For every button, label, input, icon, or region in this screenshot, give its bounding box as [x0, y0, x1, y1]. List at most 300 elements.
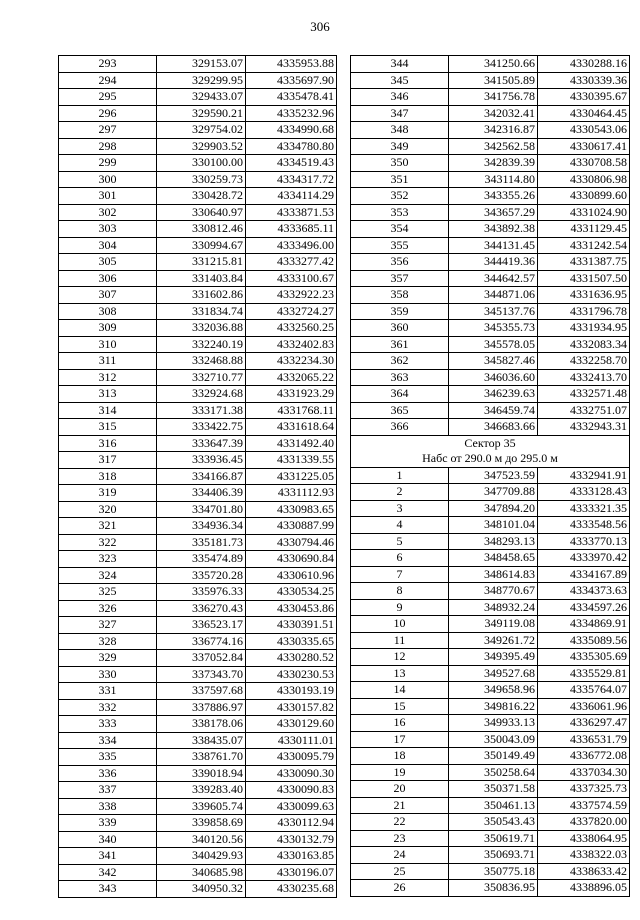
table-row	[351, 467, 630, 484]
table-row	[59, 402, 337, 419]
y-coordinate: 4332234.30	[246, 353, 337, 370]
x-coordinate: 350461.13	[449, 797, 538, 814]
x-coordinate: 341756.78	[449, 89, 538, 106]
y-coordinate: 4330395.67	[538, 89, 630, 106]
x-coordinate: 348770.67	[449, 583, 538, 600]
x-coordinate: 347523.59	[449, 467, 538, 484]
y-coordinate: 4330288.16	[538, 56, 630, 73]
table-row	[59, 419, 337, 436]
table-row	[351, 599, 630, 616]
table-row	[59, 551, 337, 568]
y-coordinate: 4330095.79	[246, 749, 337, 766]
point-number: 360	[351, 320, 449, 337]
y-coordinate: 4330391.51	[246, 617, 337, 634]
point-number: 20	[351, 781, 449, 798]
y-coordinate: 4335697.90	[246, 72, 337, 89]
sector-subtitle: Набс от 290.0 м до 295.0 м	[351, 451, 630, 467]
point-number: 299	[59, 155, 157, 172]
table-row	[351, 484, 630, 501]
y-coordinate: 4338064.95	[538, 830, 630, 847]
point-number: 306	[59, 270, 157, 287]
y-coordinate: 4332724.27	[246, 303, 337, 320]
table-row	[59, 237, 337, 254]
coordinates-table-right	[350, 55, 630, 897]
y-coordinate: 4331242.54	[538, 237, 630, 254]
point-number: 304	[59, 237, 157, 254]
point-number: 359	[351, 303, 449, 320]
y-coordinate: 4331225.05	[246, 468, 337, 485]
x-coordinate: 340685.98	[157, 864, 246, 881]
x-coordinate: 350775.18	[449, 863, 538, 880]
table-row	[59, 600, 337, 617]
y-coordinate: 4331492.40	[246, 435, 337, 452]
table-row	[59, 716, 337, 733]
point-number: 363	[351, 369, 449, 386]
x-coordinate: 344642.57	[449, 270, 538, 287]
y-coordinate: 4334990.68	[246, 122, 337, 139]
y-coordinate: 4336061.96	[538, 698, 630, 715]
point-number: 344	[351, 56, 449, 73]
x-coordinate: 339283.40	[157, 782, 246, 799]
table-row	[351, 402, 630, 419]
point-number: 3	[351, 500, 449, 517]
y-coordinate: 4330163.85	[246, 848, 337, 865]
x-coordinate: 340429.93	[157, 848, 246, 865]
point-number: 14	[351, 682, 449, 699]
y-coordinate: 4335764.07	[538, 682, 630, 699]
y-coordinate: 4333128.43	[538, 484, 630, 501]
point-number: 333	[59, 716, 157, 733]
y-coordinate: 4331636.95	[538, 287, 630, 304]
y-coordinate: 4331129.45	[538, 221, 630, 238]
point-number: 8	[351, 583, 449, 600]
point-number: 303	[59, 221, 157, 238]
x-coordinate: 330428.72	[157, 188, 246, 205]
x-coordinate: 341250.66	[449, 56, 538, 73]
table-row	[351, 155, 630, 172]
x-coordinate: 331403.84	[157, 270, 246, 287]
table-row	[351, 353, 630, 370]
y-coordinate: 4330112.94	[246, 815, 337, 832]
table-row	[351, 863, 630, 880]
table-row	[351, 550, 630, 567]
x-coordinate: 345578.05	[449, 336, 538, 353]
y-coordinate: 4330193.19	[246, 683, 337, 700]
table-row	[351, 715, 630, 732]
table-row	[59, 138, 337, 155]
x-coordinate: 336270.43	[157, 600, 246, 617]
point-number: 347	[351, 105, 449, 122]
x-coordinate: 345137.76	[449, 303, 538, 320]
y-coordinate: 4338896.05	[538, 880, 630, 897]
y-coordinate: 4333548.56	[538, 517, 630, 534]
y-coordinate: 4330111.01	[246, 732, 337, 749]
x-coordinate: 333647.39	[157, 435, 246, 452]
point-number: 339	[59, 815, 157, 832]
table-row	[59, 782, 337, 799]
point-number: 316	[59, 435, 157, 452]
table-row	[59, 89, 337, 106]
table-row	[351, 731, 630, 748]
x-coordinate: 343892.38	[449, 221, 538, 238]
y-coordinate: 4330280.52	[246, 650, 337, 667]
y-coordinate: 4330157.82	[246, 699, 337, 716]
y-coordinate: 4333871.53	[246, 204, 337, 221]
table-row	[59, 254, 337, 271]
point-number: 315	[59, 419, 157, 436]
point-number: 5	[351, 533, 449, 550]
point-number: 343	[59, 881, 157, 898]
table-row	[59, 56, 337, 73]
table-row	[351, 254, 630, 271]
y-coordinate: 4330099.63	[246, 798, 337, 815]
point-number: 345	[351, 72, 449, 89]
point-number: 353	[351, 204, 449, 221]
y-coordinate: 4335232.96	[246, 105, 337, 122]
x-coordinate: 334406.39	[157, 485, 246, 502]
y-coordinate: 4330610.96	[246, 567, 337, 584]
x-coordinate: 335474.89	[157, 551, 246, 568]
point-number: 297	[59, 122, 157, 139]
point-number: 302	[59, 204, 157, 221]
y-coordinate: 4330899.60	[538, 188, 630, 205]
x-coordinate: 344419.36	[449, 254, 538, 271]
point-number: 15	[351, 698, 449, 715]
point-number: 323	[59, 551, 157, 568]
table-row	[59, 798, 337, 815]
table-row	[351, 336, 630, 353]
x-coordinate: 348293.13	[449, 533, 538, 550]
y-coordinate: 4333970.42	[538, 550, 630, 567]
y-coordinate: 4330617.41	[538, 138, 630, 155]
x-coordinate: 330640.97	[157, 204, 246, 221]
point-number: 320	[59, 501, 157, 518]
x-coordinate: 341505.89	[449, 72, 538, 89]
table-row	[351, 138, 630, 155]
y-coordinate: 4330090.83	[246, 782, 337, 799]
table-row	[59, 452, 337, 469]
x-coordinate: 333171.38	[157, 402, 246, 419]
point-number: 358	[351, 287, 449, 304]
point-number: 328	[59, 633, 157, 650]
point-number: 1	[351, 467, 449, 484]
x-coordinate: 333936.45	[157, 452, 246, 469]
y-coordinate: 4330132.79	[246, 831, 337, 848]
point-number: 329	[59, 650, 157, 667]
x-coordinate: 348614.83	[449, 566, 538, 583]
table-row	[59, 683, 337, 700]
point-number: 19	[351, 764, 449, 781]
x-coordinate: 329153.07	[157, 56, 246, 73]
table-row	[351, 89, 630, 106]
point-number: 11	[351, 632, 449, 649]
table-row	[351, 797, 630, 814]
table-row	[351, 188, 630, 205]
x-coordinate: 334701.80	[157, 501, 246, 518]
point-number: 351	[351, 171, 449, 188]
y-coordinate: 4330339.36	[538, 72, 630, 89]
x-coordinate: 349658.96	[449, 682, 538, 699]
table-row	[59, 534, 337, 551]
x-coordinate: 331215.81	[157, 254, 246, 271]
x-coordinate: 348932.24	[449, 599, 538, 616]
point-number: 311	[59, 353, 157, 370]
y-coordinate: 4330887.99	[246, 518, 337, 535]
x-coordinate: 346036.60	[449, 369, 538, 386]
table-row	[351, 814, 630, 831]
point-number: 293	[59, 56, 157, 73]
point-number: 17	[351, 731, 449, 748]
x-coordinate: 329433.07	[157, 89, 246, 106]
point-number: 313	[59, 386, 157, 403]
point-number: 340	[59, 831, 157, 848]
y-coordinate: 4334317.72	[246, 171, 337, 188]
table-row	[59, 171, 337, 188]
y-coordinate: 4331923.29	[246, 386, 337, 403]
y-coordinate: 4332560.25	[246, 320, 337, 337]
y-coordinate: 4334780.80	[246, 138, 337, 155]
x-coordinate: 339018.94	[157, 765, 246, 782]
y-coordinate: 4332083.34	[538, 336, 630, 353]
x-coordinate: 343114.80	[449, 171, 538, 188]
y-coordinate: 4330543.06	[538, 122, 630, 139]
table-row	[59, 221, 337, 238]
y-coordinate: 4333685.11	[246, 221, 337, 238]
y-coordinate: 4334519.43	[246, 155, 337, 172]
point-number: 298	[59, 138, 157, 155]
table-row	[59, 287, 337, 304]
y-coordinate: 4338322.03	[538, 847, 630, 864]
point-number: 295	[59, 89, 157, 106]
table-row	[59, 881, 337, 898]
y-coordinate: 4335529.81	[538, 665, 630, 682]
x-coordinate: 348101.04	[449, 517, 538, 534]
y-coordinate: 4332402.83	[246, 336, 337, 353]
point-number: 354	[351, 221, 449, 238]
x-coordinate: 350149.49	[449, 748, 538, 765]
x-coordinate: 350619.71	[449, 830, 538, 847]
table-row	[59, 122, 337, 139]
x-coordinate: 342562.58	[449, 138, 538, 155]
table-row	[351, 764, 630, 781]
point-number: 25	[351, 863, 449, 880]
x-coordinate: 332240.19	[157, 336, 246, 353]
point-number: 365	[351, 402, 449, 419]
point-number: 294	[59, 72, 157, 89]
y-coordinate: 4331618.64	[246, 419, 337, 436]
x-coordinate: 349261.72	[449, 632, 538, 649]
point-number: 342	[59, 864, 157, 881]
x-coordinate: 337597.68	[157, 683, 246, 700]
y-coordinate: 4330453.86	[246, 600, 337, 617]
y-coordinate: 4331796.78	[538, 303, 630, 320]
x-coordinate: 335976.33	[157, 584, 246, 601]
point-number: 335	[59, 749, 157, 766]
sector-title: Сектор 35	[351, 435, 630, 451]
table-row	[351, 204, 630, 221]
x-coordinate: 329754.02	[157, 122, 246, 139]
x-coordinate: 336774.16	[157, 633, 246, 650]
table-row	[351, 616, 630, 633]
x-coordinate: 346683.66	[449, 419, 538, 436]
point-number: 24	[351, 847, 449, 864]
y-coordinate: 4336531.79	[538, 731, 630, 748]
y-coordinate: 4334869.91	[538, 616, 630, 633]
table-row	[351, 320, 630, 337]
point-number: 356	[351, 254, 449, 271]
point-number: 309	[59, 320, 157, 337]
x-coordinate: 329299.95	[157, 72, 246, 89]
y-coordinate: 4332922.23	[246, 287, 337, 304]
y-coordinate: 4337574.59	[538, 797, 630, 814]
table-row	[59, 699, 337, 716]
point-number: 364	[351, 386, 449, 403]
x-coordinate: 345827.46	[449, 353, 538, 370]
x-coordinate: 349816.22	[449, 698, 538, 715]
point-number: 13	[351, 665, 449, 682]
table-row	[59, 567, 337, 584]
table-row	[351, 171, 630, 188]
point-number: 317	[59, 452, 157, 469]
y-coordinate: 4332751.07	[538, 402, 630, 419]
point-number: 301	[59, 188, 157, 205]
x-coordinate: 343355.26	[449, 188, 538, 205]
y-coordinate: 4338633.42	[538, 863, 630, 880]
table-row	[59, 633, 337, 650]
point-number: 310	[59, 336, 157, 353]
point-number: 331	[59, 683, 157, 700]
point-number: 26	[351, 880, 449, 897]
table-row	[59, 732, 337, 749]
x-coordinate: 332924.68	[157, 386, 246, 403]
x-coordinate: 330812.46	[157, 221, 246, 238]
y-coordinate: 4333496.00	[246, 237, 337, 254]
point-number: 7	[351, 566, 449, 583]
point-number: 361	[351, 336, 449, 353]
table-row	[59, 848, 337, 865]
y-coordinate: 4331112.93	[246, 485, 337, 502]
x-coordinate: 332036.88	[157, 320, 246, 337]
x-coordinate: 350043.09	[449, 731, 538, 748]
table-row	[351, 237, 630, 254]
coordinates-table-left	[58, 55, 337, 898]
y-coordinate: 4330983.65	[246, 501, 337, 518]
x-coordinate: 350693.71	[449, 847, 538, 864]
point-number: 314	[59, 402, 157, 419]
point-number: 21	[351, 797, 449, 814]
x-coordinate: 330994.67	[157, 237, 246, 254]
y-coordinate: 4333277.42	[246, 254, 337, 271]
point-number: 330	[59, 666, 157, 683]
table-row	[351, 682, 630, 699]
table-row	[59, 270, 337, 287]
x-coordinate: 329903.52	[157, 138, 246, 155]
x-coordinate: 336523.17	[157, 617, 246, 634]
point-number: 308	[59, 303, 157, 320]
table-row	[59, 204, 337, 221]
point-number: 300	[59, 171, 157, 188]
table-row	[351, 303, 630, 320]
table-row	[351, 122, 630, 139]
table-row	[59, 617, 337, 634]
x-coordinate: 344131.45	[449, 237, 538, 254]
point-number: 23	[351, 830, 449, 847]
x-coordinate: 342032.41	[449, 105, 538, 122]
y-coordinate: 4335089.56	[538, 632, 630, 649]
y-coordinate: 4330534.25	[246, 584, 337, 601]
y-coordinate: 4330708.58	[538, 155, 630, 172]
table-row	[351, 847, 630, 864]
x-coordinate: 348458.65	[449, 550, 538, 567]
point-number: 348	[351, 122, 449, 139]
table-row	[59, 815, 337, 832]
point-number: 334	[59, 732, 157, 749]
point-number: 6	[351, 550, 449, 567]
x-coordinate: 330100.00	[157, 155, 246, 172]
point-number: 312	[59, 369, 157, 386]
x-coordinate: 330259.73	[157, 171, 246, 188]
x-coordinate: 335720.28	[157, 567, 246, 584]
table-row	[351, 566, 630, 583]
table-row	[59, 386, 337, 403]
y-coordinate: 4336297.47	[538, 715, 630, 732]
x-coordinate: 337886.97	[157, 699, 246, 716]
x-coordinate: 332710.77	[157, 369, 246, 386]
x-coordinate: 349527.68	[449, 665, 538, 682]
y-coordinate: 4336772.08	[538, 748, 630, 765]
point-number: 318	[59, 468, 157, 485]
x-coordinate: 349119.08	[449, 616, 538, 633]
point-number: 346	[351, 89, 449, 106]
y-coordinate: 4330235.68	[246, 881, 337, 898]
y-coordinate: 4330335.65	[246, 633, 337, 650]
table-row	[351, 56, 630, 73]
point-number: 2	[351, 484, 449, 501]
x-coordinate: 343657.29	[449, 204, 538, 221]
x-coordinate: 349395.49	[449, 649, 538, 666]
table-row	[59, 485, 337, 502]
x-coordinate: 340120.56	[157, 831, 246, 848]
x-coordinate: 334936.34	[157, 518, 246, 535]
point-number: 338	[59, 798, 157, 815]
y-coordinate: 4330230.53	[246, 666, 337, 683]
table-row	[351, 105, 630, 122]
x-coordinate: 342839.39	[449, 155, 538, 172]
table-row	[59, 501, 337, 518]
x-coordinate: 344871.06	[449, 287, 538, 304]
x-coordinate: 342316.87	[449, 122, 538, 139]
table-row	[351, 270, 630, 287]
y-coordinate: 4332413.70	[538, 369, 630, 386]
y-coordinate: 4330196.07	[246, 864, 337, 881]
x-coordinate: 340950.32	[157, 881, 246, 898]
point-number: 322	[59, 534, 157, 551]
table-row	[351, 386, 630, 403]
point-number: 324	[59, 567, 157, 584]
table-row	[59, 831, 337, 848]
point-number: 12	[351, 649, 449, 666]
x-coordinate: 346459.74	[449, 402, 538, 419]
point-number: 366	[351, 419, 449, 436]
table-row	[59, 155, 337, 172]
y-coordinate: 4332571.48	[538, 386, 630, 403]
point-number: 327	[59, 617, 157, 634]
x-coordinate: 346239.63	[449, 386, 538, 403]
x-coordinate: 347709.88	[449, 484, 538, 501]
page-number: 306	[310, 19, 330, 34]
y-coordinate: 4337034.30	[538, 764, 630, 781]
y-coordinate: 4331024.90	[538, 204, 630, 221]
